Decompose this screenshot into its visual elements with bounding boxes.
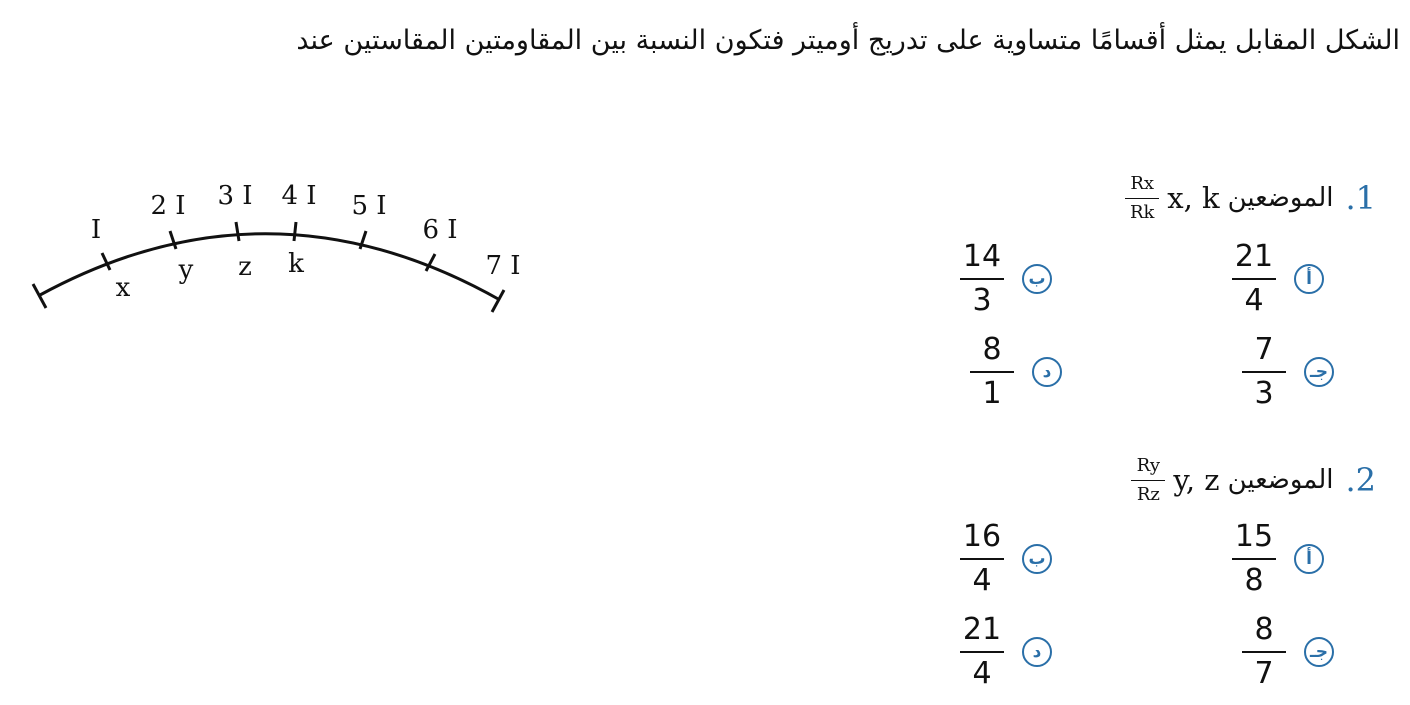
- option-fraction: [958, 240, 1006, 318]
- positions-word: الموضعين: [1227, 183, 1334, 213]
- option-letter-badge[interactable]: أ: [1294, 264, 1324, 294]
- option-fraction: [1240, 333, 1288, 411]
- option-fraction: [1230, 240, 1278, 318]
- positions-label: y, z: [1173, 463, 1220, 497]
- question-2-header: [1131, 440, 1376, 520]
- tick-2: [170, 231, 176, 249]
- option-fraction: [958, 613, 1006, 691]
- positions-word: الموضعين: [1227, 465, 1334, 495]
- option-numerator: 16: [962, 519, 1002, 554]
- option-numerator: 7: [1254, 332, 1274, 367]
- ratio-denominator: Rk: [1129, 201, 1155, 223]
- point-z: z: [238, 252, 252, 282]
- option-fraction: [1240, 613, 1288, 691]
- option-denominator: 4: [972, 656, 992, 691]
- tick-1: [102, 253, 110, 270]
- option-letter-badge[interactable]: ب: [1022, 264, 1052, 294]
- point-k: k: [288, 249, 304, 279]
- option-b[interactable]: [958, 520, 1052, 598]
- question-intro: الشكل المقابل يمثل أقسامًا متساوية على تدريج أوميتر فتكون النسبة بين المقاومتين المقاستين عند: [296, 25, 1400, 56]
- option-numerator: 8: [1254, 612, 1274, 647]
- option-numerator: 8: [982, 332, 1002, 367]
- option-letter-badge[interactable]: أ: [1294, 544, 1324, 574]
- option-denominator: 8: [1244, 563, 1264, 598]
- reading-1: I: [90, 215, 102, 245]
- option-a[interactable]: [1230, 240, 1324, 318]
- option-denominator: 3: [972, 283, 992, 318]
- ratio-fraction: [1125, 174, 1159, 223]
- reading-7: 7 I: [485, 251, 521, 281]
- option-numerator: 14: [962, 239, 1002, 274]
- option-numerator: 15: [1234, 519, 1274, 554]
- option-denominator: 4: [972, 563, 992, 598]
- option-denominator: 3: [1254, 376, 1274, 411]
- ratio-numerator: Ry: [1136, 454, 1161, 476]
- option-denominator: 4: [1244, 283, 1264, 318]
- reading-4: 4 I: [281, 181, 317, 211]
- option-letter-badge[interactable]: جـ: [1304, 637, 1334, 667]
- option-denominator: 7: [1254, 656, 1274, 691]
- point-x: x: [115, 273, 131, 303]
- ratio-numerator: Rx: [1130, 172, 1155, 194]
- ratio-denominator: Rz: [1136, 483, 1160, 505]
- option-c[interactable]: [1240, 613, 1334, 691]
- positions-label: x, k: [1167, 181, 1220, 215]
- ohmmeter-scale-figure: [0, 150, 540, 330]
- reading-2: 2 I: [150, 191, 186, 221]
- reading-6: 6 I: [422, 215, 458, 245]
- option-letter-badge[interactable]: د: [1022, 637, 1052, 667]
- option-fraction: [968, 333, 1016, 411]
- reading-5: 5 I: [351, 191, 387, 221]
- reading-3: 3 I: [217, 181, 253, 211]
- option-numerator: 21: [1234, 239, 1274, 274]
- option-fraction: [958, 520, 1006, 598]
- scale-end-left: [33, 284, 46, 308]
- option-b[interactable]: [958, 240, 1052, 318]
- question-1-header: [1125, 158, 1376, 238]
- question-number: .2: [1345, 461, 1376, 499]
- tick-4: [294, 222, 296, 241]
- option-c[interactable]: [1240, 333, 1334, 411]
- question-number: .1: [1345, 179, 1376, 217]
- option-letter-badge[interactable]: جـ: [1304, 357, 1334, 387]
- option-letter-badge[interactable]: د: [1032, 357, 1062, 387]
- option-numerator: 21: [962, 612, 1002, 647]
- scale-end-right: [492, 290, 504, 312]
- option-d[interactable]: [968, 333, 1062, 411]
- tick-3: [236, 222, 239, 241]
- option-a[interactable]: [1230, 520, 1324, 598]
- option-denominator: 1: [982, 376, 1002, 411]
- option-d[interactable]: [958, 613, 1052, 691]
- option-letter-badge[interactable]: ب: [1022, 544, 1052, 574]
- point-y: y: [178, 255, 194, 285]
- option-fraction: [1230, 520, 1278, 598]
- ratio-fraction: [1131, 456, 1165, 505]
